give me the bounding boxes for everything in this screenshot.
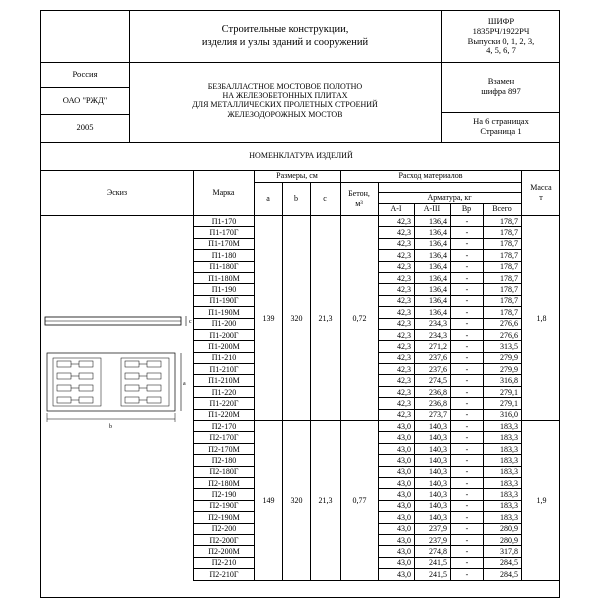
concrete-line2: м³ (355, 198, 363, 208)
cell-total: 316,0 (484, 409, 522, 420)
cell-a3: 234,3 (415, 318, 451, 329)
cell-mark: П2-170М (194, 443, 255, 454)
cell-mass: 1,8 (522, 216, 561, 421)
cell-a1: 42,3 (379, 238, 415, 249)
cell-mark: П2-190М (194, 512, 255, 523)
cell-mark: П1-220Г (194, 398, 255, 409)
col-header-mass (521, 170, 560, 215)
cell-total: 284,5 (484, 569, 522, 580)
col-header-mark: Марка (212, 187, 235, 197)
cell-vr: - (451, 375, 484, 386)
cell-a1: 43,0 (379, 421, 415, 432)
document-sheet (40, 10, 560, 598)
cell-total: 317,8 (484, 546, 522, 557)
cell-a1: 42,3 (379, 261, 415, 272)
cell-a3: 237,9 (415, 534, 451, 545)
cell-total: 276,6 (484, 318, 522, 329)
cell-vr: - (451, 557, 484, 568)
cell-mark: П2-210 (194, 557, 255, 568)
col-header-concrete (340, 182, 378, 215)
cell-total: 279,1 (484, 386, 522, 397)
pages-line1: На 6 страницах (473, 116, 529, 127)
cell-mark: П2-170Г (194, 432, 255, 443)
cell-mark: П1-180 (194, 250, 255, 261)
cell-a3: 241,5 (415, 557, 451, 568)
cell-a1: 43,0 (379, 489, 415, 500)
cell-vr: - (451, 569, 484, 580)
cell-a1: 43,0 (379, 523, 415, 534)
cell-total: 178,7 (484, 238, 522, 249)
cell-a1: 42,3 (379, 250, 415, 261)
cell-mark: П1-190М (194, 307, 255, 318)
cell-mark: П1-210М (194, 375, 255, 386)
cell-a3: 140,3 (415, 455, 451, 466)
cell-mark: П2-190Г (194, 500, 255, 511)
cell-a1: 42,3 (379, 284, 415, 295)
slab-sketch (43, 303, 193, 433)
cell-concrete: 0,77 (341, 421, 379, 580)
cell-vr: - (451, 364, 484, 375)
desc-line2: НА ЖЕЛЕЗОБЕТОННЫХ ПЛИТАХ (222, 91, 348, 101)
cell-vr: - (451, 318, 484, 329)
cell-vr: - (451, 329, 484, 340)
sketch-label-b: b (109, 424, 112, 430)
col-header-a: a (266, 193, 270, 203)
cell-total: 183,3 (484, 477, 522, 488)
cell-mark: П1-200 (194, 318, 255, 329)
cell-total: 183,3 (484, 432, 522, 443)
cell-mark: П1-190 (194, 284, 255, 295)
cell-total: 183,3 (484, 500, 522, 511)
cell-mark: П2-180Г (194, 466, 255, 477)
cell-mark: П1-200М (194, 341, 255, 352)
cell-a3: 136,4 (415, 307, 451, 318)
cell-total: 178,7 (484, 295, 522, 306)
cipher-label: ШИФР (487, 15, 515, 26)
cell-a1: 43,0 (379, 546, 415, 557)
cell-a3: 274,8 (415, 546, 451, 557)
cell-vr: - (451, 546, 484, 557)
cell-vr: - (451, 409, 484, 420)
cell-a3: 136,4 (415, 250, 451, 261)
nomenclature-table (193, 215, 560, 581)
cell-total: 178,7 (484, 261, 522, 272)
cell-c: 21,3 (311, 216, 341, 421)
issues-line1: Выпуски 0, 1, 2, 3, (467, 35, 535, 46)
sketch-label-c: c (189, 319, 192, 325)
cell-mass: 1,9 (522, 421, 561, 580)
cell-total: 183,3 (484, 455, 522, 466)
table-row (194, 421, 561, 432)
cell-a3: 237,9 (415, 523, 451, 534)
cell-a3: 274,5 (415, 375, 451, 386)
cell-a3: 136,4 (415, 295, 451, 306)
cell-a1: 42,3 (379, 272, 415, 283)
cell-vr: - (451, 238, 484, 249)
cell-a1: 43,0 (379, 432, 415, 443)
cell-mark: П1-170М (194, 238, 255, 249)
replace-line1: Взамен (487, 76, 515, 87)
cell-a1: 42,3 (379, 329, 415, 340)
cell-a3: 136,4 (415, 272, 451, 283)
cell-a1: 43,0 (379, 512, 415, 523)
cell-a3: 236,8 (415, 398, 451, 409)
desc-line4: ЖЕЛЕЗОДОРОЖНЫХ МОСТОВ (227, 109, 343, 119)
year: 2005 (76, 122, 94, 133)
cell-a1: 42,3 (379, 409, 415, 420)
concrete-line1: Бетон, (348, 189, 370, 199)
cell-a3: 140,3 (415, 466, 451, 477)
cell-mark: П2-190 (194, 489, 255, 500)
cell-mark: П2-180 (194, 455, 255, 466)
col-header-a3: А-III (423, 204, 441, 214)
cell-total: 280,9 (484, 523, 522, 534)
cell-total: 279,9 (484, 364, 522, 375)
col-header-b: b (294, 193, 298, 203)
country: Россия (72, 68, 98, 79)
cell-a1: 42,3 (379, 216, 415, 227)
cell-mark: П2-200 (194, 523, 255, 534)
cell-vr: - (451, 216, 484, 227)
cell-total: 276,6 (484, 329, 522, 340)
cell-a3: 140,3 (415, 489, 451, 500)
cell-a1: 43,0 (379, 455, 415, 466)
col-header-sizes: Размеры, см (276, 171, 318, 181)
cell-vr: - (451, 421, 484, 432)
cell-total: 279,9 (484, 352, 522, 363)
cell-total: 183,3 (484, 443, 522, 454)
cell-total: 178,7 (484, 216, 522, 227)
cell-mark: П2-170 (194, 421, 255, 432)
cell-mark: П1-220 (194, 386, 255, 397)
cell-total: 183,3 (484, 489, 522, 500)
cell-a3: 273,7 (415, 409, 451, 420)
cell-total: 178,7 (484, 227, 522, 238)
cell-vr: - (451, 284, 484, 295)
cell-mark: П2-200Г (194, 534, 255, 545)
cell-a1: 42,3 (379, 307, 415, 318)
cell-total: 183,3 (484, 421, 522, 432)
cell-a1: 43,0 (379, 534, 415, 545)
cell-vr: - (451, 272, 484, 283)
cell-mark: П2-210Г (194, 569, 255, 580)
cell-total: 183,3 (484, 466, 522, 477)
cell-mark: П1-200Г (194, 329, 255, 340)
cell-mark: П1-180М (194, 272, 255, 283)
cell-total: 178,7 (484, 307, 522, 318)
mass-line1: Масса (530, 183, 552, 193)
cell-a3: 241,5 (415, 569, 451, 580)
col-header-total: Всего (492, 204, 512, 214)
cipher-value: 1835РЧ/1922РЧ (472, 25, 530, 36)
cell-a1: 43,0 (379, 557, 415, 568)
cell-total: 183,3 (484, 512, 522, 523)
cell-a1: 42,3 (379, 364, 415, 375)
col-header-c: c (323, 193, 327, 203)
table-row (194, 216, 561, 227)
desc-line3: ДЛЯ МЕТАЛЛИЧЕСКИХ ПРОЛЕТНЫХ СТРОЕНИЙ (192, 100, 378, 110)
cell-a3: 140,3 (415, 477, 451, 488)
cell-vr: - (451, 227, 484, 238)
cell-a1: 43,0 (379, 477, 415, 488)
cell-a3: 140,3 (415, 443, 451, 454)
cell-vr: - (451, 295, 484, 306)
cell-a3: 136,4 (415, 216, 451, 227)
cell-a1: 42,3 (379, 352, 415, 363)
cell-mark: П2-200М (194, 546, 255, 557)
cell-mark: П2-180М (194, 477, 255, 488)
replaces-note (441, 62, 560, 112)
cell-a1: 42,3 (379, 227, 415, 238)
cell-mark: П1-210 (194, 352, 255, 363)
pages-line2: Страница 1 (480, 126, 522, 136)
cell-a1: 42,3 (379, 386, 415, 397)
cell-a1: 43,0 (379, 569, 415, 580)
cell-mark: П1-210Г (194, 364, 255, 375)
cell-total: 178,7 (484, 250, 522, 261)
cell-a3: 136,4 (415, 238, 451, 249)
page-info (441, 112, 560, 142)
cell-a1: 42,3 (379, 295, 415, 306)
issues-line2: 4, 5, 6, 7 (486, 45, 516, 56)
cell-total: 280,9 (484, 534, 522, 545)
cell-total: 178,7 (484, 272, 522, 283)
replace-line2: шифра 897 (481, 86, 521, 96)
col-header-rebar: Арматура, кг (427, 192, 472, 202)
cell-a1: 42,3 (379, 341, 415, 352)
col-header-materials: Расход материалов (398, 171, 463, 181)
cell-vr: - (451, 443, 484, 454)
cell-mark: П1-170Г (194, 227, 255, 238)
cell-a3: 271,2 (415, 341, 451, 352)
cell-vr: - (451, 455, 484, 466)
desc-line1: БЕЗБАЛЛАСТНОЕ МОСТОВОЕ ПОЛОТНО (207, 82, 363, 91)
cell-a3: 140,3 (415, 432, 451, 443)
cell-vr: - (451, 307, 484, 318)
slab-side-view (45, 316, 192, 326)
cell-vr: - (451, 352, 484, 363)
col-header-vr: Вр (461, 204, 472, 214)
cell-a3: 136,4 (415, 227, 451, 238)
slab-plan-view (47, 353, 181, 422)
cell-a3: 234,3 (415, 329, 451, 340)
cell-vr: - (451, 512, 484, 523)
cell-total: 178,7 (484, 284, 522, 295)
col-header-sketch: Эскиз (106, 187, 128, 197)
cell-a1: 42,3 (379, 398, 415, 409)
cell-a: 139 (255, 216, 283, 421)
cell-vr: - (451, 341, 484, 352)
header-title-line1: Строительные конструкции, (221, 24, 349, 36)
header-cipher (441, 11, 560, 62)
cell-a3: 237,6 (415, 352, 451, 363)
cell-a1: 43,0 (379, 466, 415, 477)
cell-a: 149 (255, 421, 283, 580)
cell-vr: - (451, 386, 484, 397)
cell-vr: - (451, 466, 484, 477)
cell-c: 21,3 (311, 421, 341, 580)
cell-mark: П1-180Г (194, 261, 255, 272)
section-title: НОМЕНКЛАТУРА ИЗДЕЛИЙ (249, 151, 353, 161)
cell-a3: 237,6 (415, 364, 451, 375)
mass-line2: т (539, 192, 543, 202)
cell-total: 279,1 (484, 398, 522, 409)
cell-total: 316,8 (484, 375, 522, 386)
cell-mark: П1-170 (194, 216, 255, 227)
cell-mark: П1-190Г (194, 295, 255, 306)
cell-vr: - (451, 250, 484, 261)
header-title-line2: изделия и узлы зданий и сооружений (201, 36, 369, 48)
cell-a3: 140,3 (415, 421, 451, 432)
col-header-a1: А-I (390, 204, 402, 214)
cell-vr: - (451, 500, 484, 511)
organization: ОАО "РЖД" (62, 94, 108, 105)
cell-vr: - (451, 534, 484, 545)
cell-b: 320 (283, 421, 311, 580)
cell-a3: 140,3 (415, 512, 451, 523)
cell-a1: 42,3 (379, 375, 415, 386)
cell-a3: 236,8 (415, 386, 451, 397)
cell-vr: - (451, 432, 484, 443)
cell-mark: П1-220М (194, 409, 255, 420)
cell-b: 320 (283, 216, 311, 421)
cell-a1: 42,3 (379, 318, 415, 329)
sketch-label-a: a (183, 381, 186, 387)
cell-a3: 136,4 (415, 261, 451, 272)
header-title (129, 11, 441, 62)
cell-vr: - (451, 398, 484, 409)
cell-vr: - (451, 477, 484, 488)
cell-vr: - (451, 523, 484, 534)
cell-a1: 43,0 (379, 443, 415, 454)
cell-vr: - (451, 489, 484, 500)
document-description (129, 62, 441, 142)
cell-total: 313,5 (484, 341, 522, 352)
cell-a3: 136,4 (415, 284, 451, 295)
cell-a3: 140,3 (415, 500, 451, 511)
cell-concrete: 0,72 (341, 216, 379, 421)
cell-vr: - (451, 261, 484, 272)
cell-total: 284,5 (484, 557, 522, 568)
cell-a1: 43,0 (379, 500, 415, 511)
